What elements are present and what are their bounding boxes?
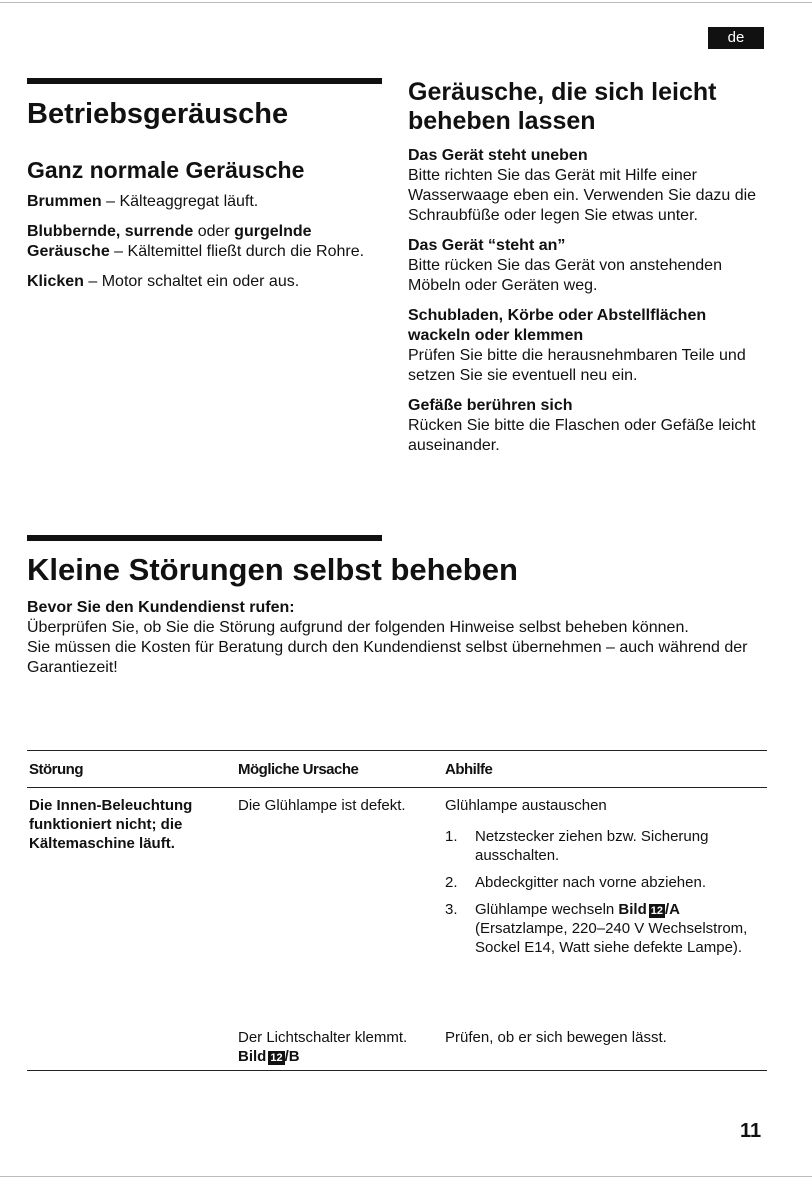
section-bar-left	[27, 78, 382, 84]
table-rule-top	[27, 750, 767, 751]
remedy-cell-1	[445, 796, 767, 965]
section-title-trouble: Kleine Störungen selbst beheben	[27, 552, 518, 587]
before-service-heading: Bevor Sie den Kundendienst rufen:	[27, 599, 295, 616]
noise-item-klicken: Klicken – Motor schaltet ein oder aus.	[27, 273, 300, 290]
easy-fix-schubladen: Schubladen, Körbe oder Abstellflächen wackeln oder klemmen Prüfen Sie bitte die herausnehmbaren Teile und setzen Sie sie eventuell neu ein.	[408, 307, 746, 384]
scan-edge-bottom	[0, 1176, 812, 1177]
figure-ref-bild: Bild	[618, 901, 647, 918]
easy-fix-uneben: Das Gerät steht uneben Bitte richten Sie das Gerät mit Hilfe einer Wasserwaage eben ein. Verwenden Sie dazu die Schraubfüße oder legen Sie etwas unter.	[408, 147, 757, 224]
table-rule-header	[27, 787, 767, 788]
easy-fix-gefaesse: Gefäße berühren sich Rücken Sie bitte die Flaschen oder Gefäße leicht auseinander.	[408, 397, 756, 454]
figure-number-badge: 12	[650, 905, 664, 917]
col-header-stoerung: Störung	[29, 761, 83, 778]
noise-item-brummen: Brummen – Kälteaggregat läuft.	[27, 193, 259, 210]
fault-cell: Die Innen-Beleuchtung funktioniert nicht; die Kältemaschine läuft.	[29, 797, 193, 852]
intro-para-1: Überprüfen Sie, ob Sie die Störung aufgrund der folgenden Hinweise selbst beheben können.	[27, 619, 689, 636]
remedy-step-3: 3. Glühlampe wechseln Bild 12 /A (Ersatzlampe, 220–240 V Wechselstrom, Sockel E14, Watt siehe defekte Lampe).	[445, 901, 748, 956]
col-header-ursache: Mögliche Ursache	[238, 761, 359, 778]
remedy-steps	[445, 827, 767, 957]
cause-cell-2: Der Lichtschalter klemmt. Bild 12 /B	[238, 1029, 408, 1065]
intro-para-2: Sie müssen die Kosten für Beratung durch den Kundendienst selbst übernehmen – auch während der Garantiezeit!	[27, 639, 748, 676]
figure-number-badge-2: 12	[270, 1052, 283, 1064]
easy-fix-steht-an: Das Gerät “steht an” Bitte rücken Sie das Gerät von anstehenden Möbeln oder Geräten weg.	[408, 237, 722, 294]
trouble-intro	[27, 598, 767, 678]
noise-item-blubbernde: Blubbernde, surrende oder gurgelnde Geräusche – Kältemittel fließt durch die Rohre.	[27, 223, 365, 260]
easy-fix-sections	[408, 146, 763, 456]
col-header-abhilfe: Abhilfe	[445, 761, 493, 778]
remedy-step-1: 1. Netzstecker ziehen bzw. Sicherung ausschalten.	[445, 828, 709, 864]
cause-cell-1: Die Glühlampe ist defekt.	[238, 797, 406, 814]
scan-edge-top	[0, 2, 812, 3]
remedy-cell-2: Prüfen, ob er sich bewegen lässt.	[445, 1029, 667, 1046]
language-badge: de	[708, 27, 764, 49]
section-title-betriebsgeraeusche: Betriebsgeräusche	[27, 98, 289, 130]
subsection-title-normal-noises: Ganz normale Geräusche	[27, 157, 305, 183]
figure-ref-bild-2: Bild	[238, 1048, 267, 1065]
section-title-easy-fix-noises: Geräusche, die sich leicht beheben lassen	[408, 78, 717, 135]
remedy-intro: Glühlampe austauschen	[445, 797, 607, 814]
noise-list	[27, 192, 377, 292]
page-number: 11	[740, 1120, 762, 1142]
remedy-step-2: 2. Abdeckgitter nach vorne abziehen.	[445, 874, 706, 891]
table-rule-bottom	[27, 1070, 767, 1071]
section-bar-trouble	[27, 535, 382, 541]
